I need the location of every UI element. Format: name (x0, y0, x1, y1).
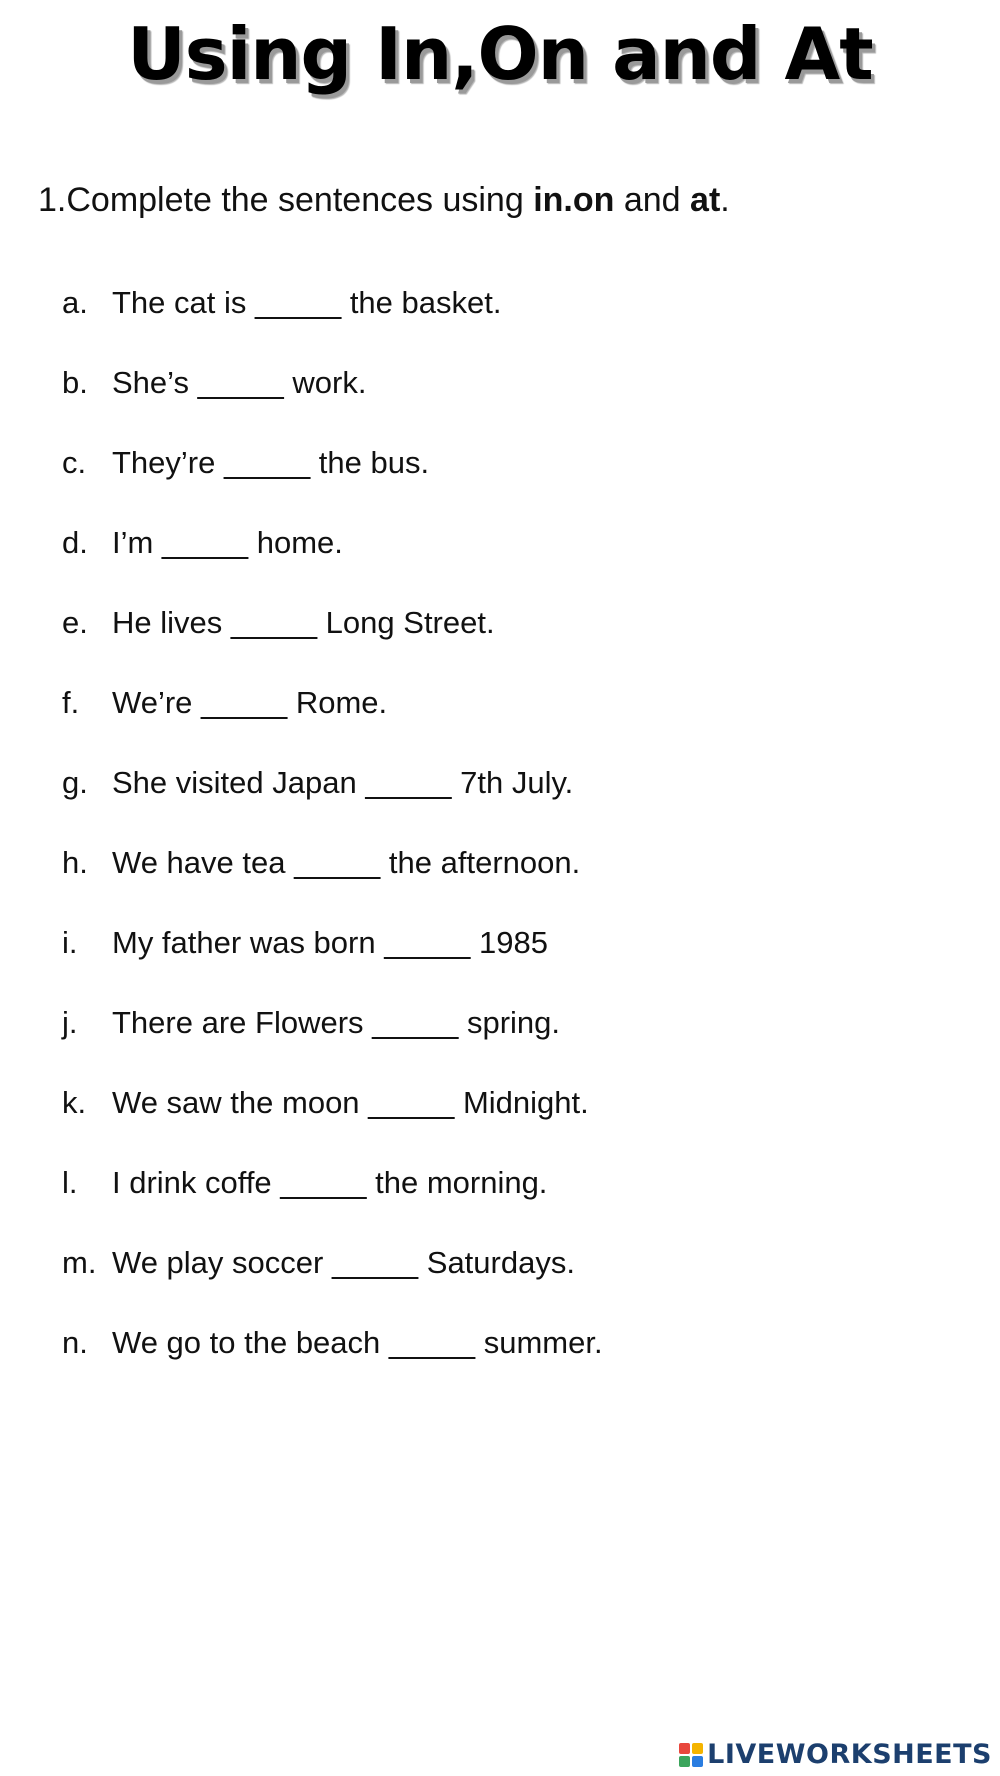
item-sentence: They’re _____ the bus. (112, 445, 430, 480)
item-sentence: There are Flowers _____ spring. (112, 1005, 561, 1040)
item-sentence: We play soccer _____ Saturdays. (112, 1245, 575, 1280)
instruction (38, 183, 730, 217)
item-letter: k. (62, 1085, 87, 1120)
item-letter: c. (62, 445, 87, 480)
item-sentence: She’s _____ work. (112, 365, 367, 400)
item-sentence: She visited Japan _____ 7th July. (112, 765, 574, 800)
item-letter: f. (62, 685, 80, 720)
item-letter: a. (62, 285, 88, 320)
item-sentence: We go to the beach _____ summer. (112, 1325, 603, 1360)
logo-square-yellow (692, 1743, 703, 1754)
liveworksheets-logo[interactable] (679, 1740, 992, 1770)
logo-square-green (679, 1756, 690, 1767)
item-letter: d. (62, 525, 88, 560)
instruction-prefix: 1.Complete the sentences using (38, 181, 534, 219)
item-sentence: I drink coffe _____ the morning. (112, 1165, 548, 1200)
item-letter: m. (62, 1245, 97, 1280)
item-letter: g. (62, 765, 88, 800)
page-title: Using In,On and At (127, 12, 873, 96)
instruction-bold-in-on: in.on (533, 181, 615, 219)
logo-square-blue (692, 1756, 703, 1767)
instruction-bold-at: at (690, 181, 721, 219)
item-letter: h. (62, 845, 88, 880)
liveworksheets-logo-icon (679, 1743, 703, 1767)
instruction-suffix: . (720, 181, 730, 219)
logo-wordmark: LIVEWORKSHEETS (707, 1739, 992, 1770)
item-sentence: My father was born _____ 1985 (112, 925, 548, 960)
item-letter: i. (62, 925, 78, 960)
item-letter: n. (62, 1325, 88, 1360)
item-letter: e. (62, 605, 88, 640)
item-letter: b. (62, 365, 88, 400)
logo-square-red (679, 1743, 690, 1754)
item-sentence: The cat is _____ the basket. (112, 285, 502, 320)
item-sentence: I’m _____ home. (112, 525, 343, 560)
item-sentence: We’re _____ Rome. (112, 685, 388, 720)
instruction-middle: and (614, 181, 691, 219)
item-sentence: We have tea _____ the afternoon. (112, 845, 581, 880)
item-letter: j. (62, 1005, 78, 1040)
item-sentence: We saw the moon _____ Midnight. (112, 1085, 589, 1120)
item-letter: l. (62, 1165, 78, 1200)
item-sentence: He lives _____ Long Street. (112, 605, 495, 640)
